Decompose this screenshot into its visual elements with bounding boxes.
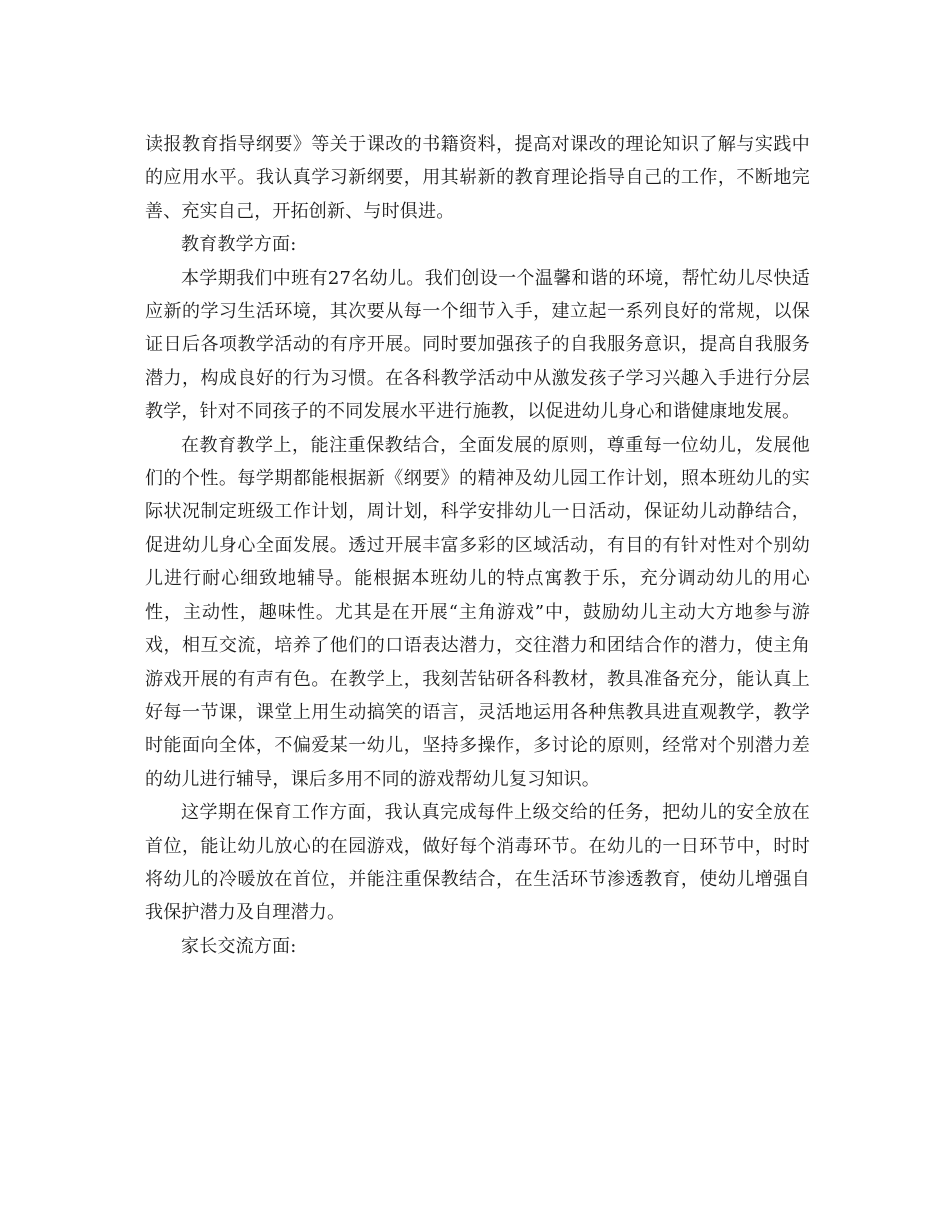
paragraph-class-overview: 本学期我们中班有27名幼儿。我们创设一个温馨和谐的环境，帮忙幼儿尽快适应新的学习生活环境，其次要从每一个细节入手，建立起一系列良好的常规，以保证日后各项教学活动的有序开展。同时要加强孩子的自我服务意识，提高自我服务潜力，构成良好的行为习惯。在各科教学活动中从激发孩子学习兴趣入手进行分层教学，针对不同孩子的不同发展水平进行施教，以促进幼儿身心和谐健康地发展。 xyxy=(145,267,810,423)
document-body xyxy=(145,128,810,963)
section-heading-teaching: 教育教学方面: xyxy=(181,234,297,256)
paragraph-childcare: 这学期在保育工作方面，我认真完成每件上级交给的任务，把幼儿的安全放在首位，能让幼儿放心的在园游戏，做好每个消毒环节。在幼儿的一日环节中，时时将幼儿的冷暖放在首位，并能注重保教结合，在生活环节渗透教育，使幼儿增强自我保护潜力及自理潜力。 xyxy=(145,802,810,924)
section-heading-parent-communication: 家长交流方面: xyxy=(181,935,297,957)
paragraph-teaching-practice: 在教育教学上，能注重保教结合，全面发展的原则，尊重每一位幼儿，发展他们的个性。每学期都能根据新《纲要》的精神及幼儿园工作计划，照本班幼儿的实际状况制定班级工作计划，周计划，科学安排幼儿一日活动，保证幼儿动静结合，促进幼儿身心全面发展。透过开展丰富多彩的区域活动，有目的有针对性对个别幼儿进行耐心细致地辅导。能根据本班幼儿的特点寓教于乐，充分调动幼儿的用心性，主动性，趣味性。尤其是在开展“主角游戏”中，鼓励幼儿主动大方地参与游戏，相互交流，培养了他们的口语表达潜力，交往潜力和团结合作的潜力，使主角游戏开展的有声有色。在教学上，我刻苦钻研各科教材，教具准备充分，能认真上好每一节课，课堂上用生动搞笑的语言，灵活地运用各种焦教具进直观教学，教学时能面向全体，不偏爱某一幼儿，坚持多操作，多讨论的原则，经常对个别潜力差的幼儿进行辅导，课后多用不同的游戏帮幼儿复习知识。 xyxy=(145,434,810,790)
paragraph-intro: 读报教育指导纲要》等关于课改的书籍资料，提高对课改的理论知识了解与实践中的应用水平。我认真学习新纲要，用其崭新的教育理论指导自己的工作，不断地完善、充实自己，开拓创新、与时俱进。 xyxy=(145,134,810,222)
